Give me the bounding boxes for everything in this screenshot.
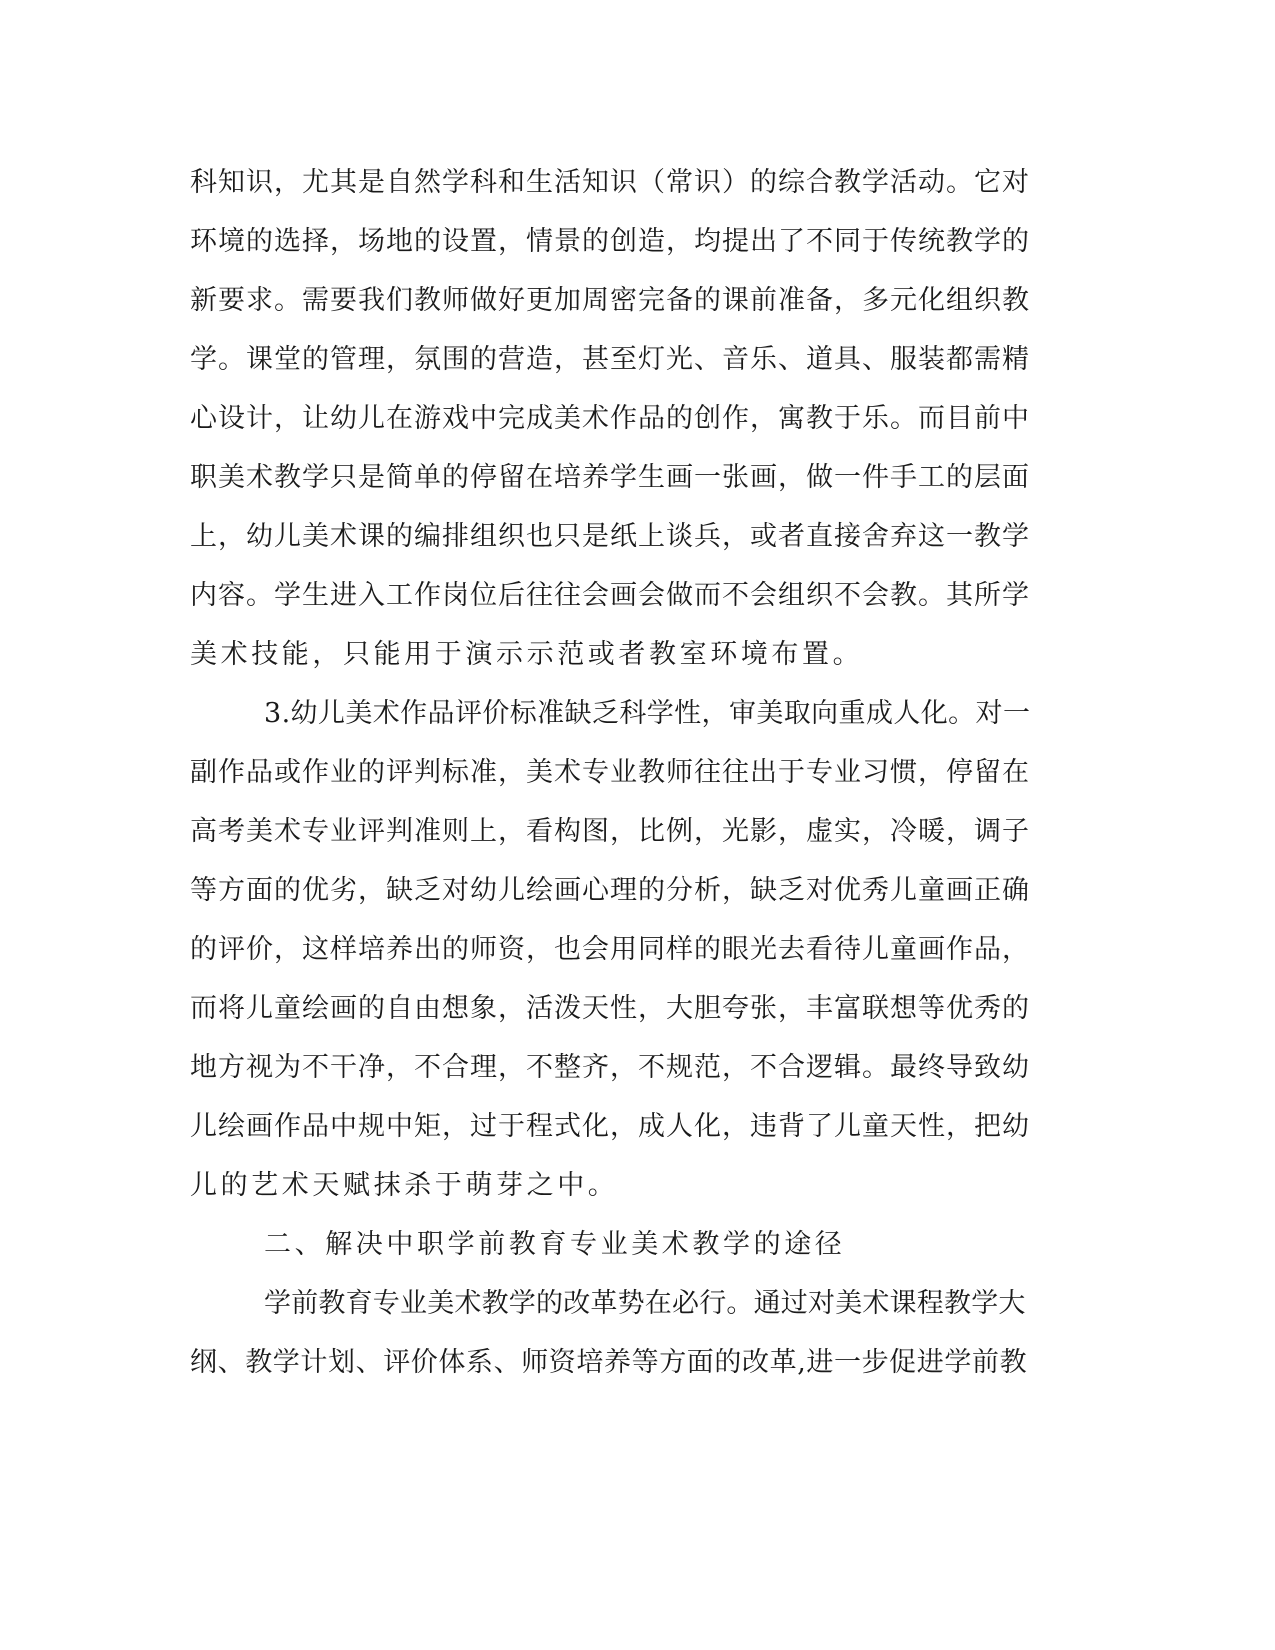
text-line: 副作品或作业的评判标准，美术专业教师往往出于专业习惯，停留在 <box>190 757 1030 788</box>
paragraph-first-line: 学前教育专业美术教学的改革势在必行。通过对美术课程教学大 <box>264 1288 1026 1319</box>
text-line: 而将儿童绘画的自由想象，活泼天性，大胆夸张，丰富联想等优秀的 <box>190 993 1030 1024</box>
text-line: 纲、教学计划、评价体系、师资培养等方面的改革,进一步促进学前教 <box>190 1347 1028 1378</box>
text-line: 儿的艺术天赋抹杀于萌芽之中。 <box>190 1170 619 1201</box>
text-line: 等方面的优劣，缺乏对幼儿绘画心理的分析，缺乏对优秀儿童画正确 <box>190 875 1030 906</box>
text-line: 职美术教学只是简单的停留在培养学生画一张画，做一件手工的层面 <box>190 462 1030 493</box>
text-line: 新要求。需要我们教师做好更加周密完备的课前准备，多元化组织教 <box>190 285 1030 316</box>
text-line: 地方视为不干净，不合理，不整齐，不规范，不合逻辑。最终导致幼 <box>190 1052 1030 1083</box>
text-line: 学。课堂的管理，氛围的营造，甚至灯光、音乐、道具、服装都需精 <box>190 344 1030 375</box>
text-line: 的评价，这样培养出的师资，也会用同样的眼光去看待儿童画作品， <box>190 934 1030 965</box>
text-line: 心设计，让幼儿在游戏中完成美术作品的创作，寓教于乐。而目前中 <box>190 403 1030 434</box>
text-line: 上，幼儿美术课的编排组织也只是纸上谈兵，或者直接舍弃这一教学 <box>190 521 1030 552</box>
text-line: 高考美术专业评判准则上，看构图，比例，光影，虚实，冷暖，调子 <box>190 816 1030 847</box>
text-line: 内容。学生进入工作岗位后往往会画会做而不会组织不会教。其所学 <box>190 580 1030 611</box>
section-heading: 二、解决中职学前教育专业美术教学的途径 <box>264 1229 846 1260</box>
paragraph-first-line: 3.幼儿美术作品评价标准缺乏科学性，审美取向重成人化。对一 <box>264 698 1031 729</box>
text-line: 科知识，尤其是自然学科和生活知识（常识）的综合教学活动。它对 <box>190 167 1030 198</box>
text-line: 环境的选择，场地的设置，情景的创造，均提出了不同于传统教学的 <box>190 226 1030 257</box>
text-line: 儿绘画作品中规中矩，过于程式化，成人化，违背了儿童天性，把幼 <box>190 1111 1030 1142</box>
text-line: 美术技能，只能用于演示示范或者教室环境布置。 <box>190 639 864 670</box>
